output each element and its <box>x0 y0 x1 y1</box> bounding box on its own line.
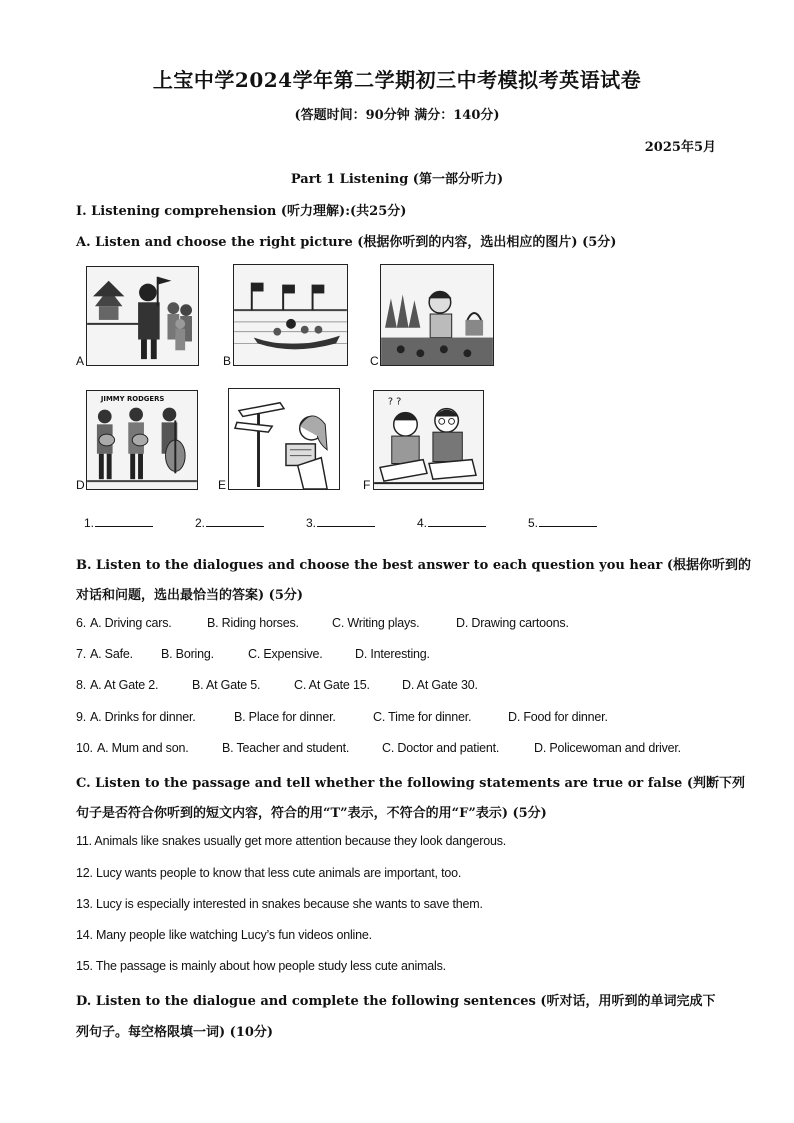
band-musicians-illustration <box>87 391 197 489</box>
picture-e <box>228 388 340 490</box>
option-c[interactable]: C. Writing plays. <box>332 616 420 630</box>
question-number: 9. <box>76 710 87 724</box>
question-8 <box>76 678 716 694</box>
option-c[interactable]: C. Expensive. <box>248 647 323 661</box>
question-10 <box>76 741 716 757</box>
option-d[interactable]: D. Interesting. <box>355 647 430 661</box>
picture-a <box>86 266 199 366</box>
blank-number: 5. <box>528 516 539 530</box>
question-6 <box>76 616 716 632</box>
option-b[interactable]: B. Boring. <box>161 647 214 661</box>
gardening-girl-illustration <box>381 265 493 365</box>
band-sign-text: JIMMY RODGERS <box>100 394 165 403</box>
picture-f-label: F <box>363 478 371 492</box>
blank-line <box>95 526 153 527</box>
exam-date: 2025年5月 <box>644 140 716 155</box>
dragon-boat-illustration <box>234 265 347 365</box>
question-number: 6. <box>76 616 87 630</box>
studying-students-illustration <box>374 391 483 489</box>
picture-c-label: C <box>370 354 379 368</box>
picture-a-label: A <box>76 354 85 368</box>
picture-f <box>373 390 484 490</box>
option-c[interactable]: C. Doctor and patient. <box>382 741 500 755</box>
option-d[interactable]: D. Food for dinner. <box>508 710 608 724</box>
exam-info: (答题时间：90分钟 满分：140分) <box>294 108 500 123</box>
question-number: 10. <box>76 741 93 755</box>
option-a[interactable]: A. Drinks for dinner. <box>90 710 196 724</box>
blank-number: 4. <box>417 516 428 530</box>
picture-c <box>380 264 494 366</box>
section-i-heading: I. Listening comprehension (听力理解):(共25分) <box>76 204 407 219</box>
section-a-heading: A. Listen and choose the right picture (根据你听到的内容，选出相应的图片) (5分) <box>76 235 617 250</box>
statement-11: 11. Animals like snakes usually get more attention because they look dangerous. <box>76 834 507 848</box>
section-c-heading-line2: 句子是否符合你听到的短文内容，符合的用“T”表示，不符合的用“F”表示) (5分) <box>76 806 547 821</box>
blank-number: 2. <box>195 516 206 530</box>
blank-line <box>428 526 486 527</box>
answer-blank-4[interactable] <box>417 516 486 530</box>
option-b[interactable]: B. Place for dinner. <box>234 710 336 724</box>
section-d-heading-line2: 列句子。每空格限填一词) (10分) <box>76 1025 274 1040</box>
tour-guide-illustration <box>87 267 198 365</box>
question-number: 7. <box>76 647 87 661</box>
option-d[interactable]: D. Drawing cartoons. <box>456 616 569 630</box>
option-d[interactable]: D. At Gate 30. <box>402 678 478 692</box>
option-b[interactable]: B. At Gate 5. <box>192 678 261 692</box>
statement-13: 13. Lucy is especially interested in snakes because she wants to save them. <box>76 897 483 911</box>
option-b[interactable]: B. Riding horses. <box>207 616 299 630</box>
page-title: 上宝中学2024学年第二学期初三中考模拟考英语试卷 <box>152 68 642 92</box>
option-a[interactable]: A. At Gate 2. <box>90 678 159 692</box>
picture-e-label: E <box>218 478 227 492</box>
statement-15: 15. The passage is mainly about how people study less cute animals. <box>76 959 446 973</box>
statement-14: 14. Many people like watching Lucy’s fun videos online. <box>76 928 372 942</box>
section-b-heading-line2: 对话和问题，选出最恰当的答案) (5分) <box>76 588 304 603</box>
section-d-heading-line1: D. Listen to the dialogue and complete the following sentences (听对话，用听到的单词完成下 <box>76 994 716 1009</box>
option-c[interactable]: C. Time for dinner. <box>373 710 472 724</box>
option-c[interactable]: C. At Gate 15. <box>294 678 370 692</box>
answer-blank-2[interactable] <box>195 516 264 530</box>
option-a[interactable]: A. Safe. <box>90 647 133 661</box>
picture-d <box>86 390 198 490</box>
blank-line <box>539 526 597 527</box>
blank-number: 3. <box>306 516 317 530</box>
picture-b <box>233 264 348 366</box>
question-number: 8. <box>76 678 87 692</box>
answer-blank-3[interactable] <box>306 516 375 530</box>
blank-number: 1. <box>84 516 95 530</box>
part-heading: Part 1 Listening (第一部分听力) <box>290 172 504 187</box>
answer-blank-1[interactable] <box>84 516 153 530</box>
blank-line <box>206 526 264 527</box>
question-7 <box>76 647 716 663</box>
section-c-heading-line1: C. Listen to the passage and tell whether the following statements are true or false (判断下列 <box>76 776 745 791</box>
option-d[interactable]: D. Policewoman and driver. <box>534 741 681 755</box>
svg-text:? ?: ? ? <box>387 396 402 408</box>
blank-line <box>317 526 375 527</box>
signpost-girl-illustration <box>229 389 339 489</box>
answer-blank-5[interactable] <box>528 516 597 530</box>
section-b-heading-line1: B. Listen to the dialogues and choose the best answer to each question you hear (根据你听到的 <box>76 558 752 573</box>
picture-b-label: B <box>223 354 232 368</box>
option-b[interactable]: B. Teacher and student. <box>222 741 350 755</box>
option-a[interactable]: A. Driving cars. <box>90 616 172 630</box>
question-9 <box>76 710 716 726</box>
picture-d-label: D <box>76 478 85 492</box>
statement-12: 12. Lucy wants people to know that less cute animals are important, too. <box>76 866 462 880</box>
option-a[interactable]: A. Mum and son. <box>97 741 189 755</box>
